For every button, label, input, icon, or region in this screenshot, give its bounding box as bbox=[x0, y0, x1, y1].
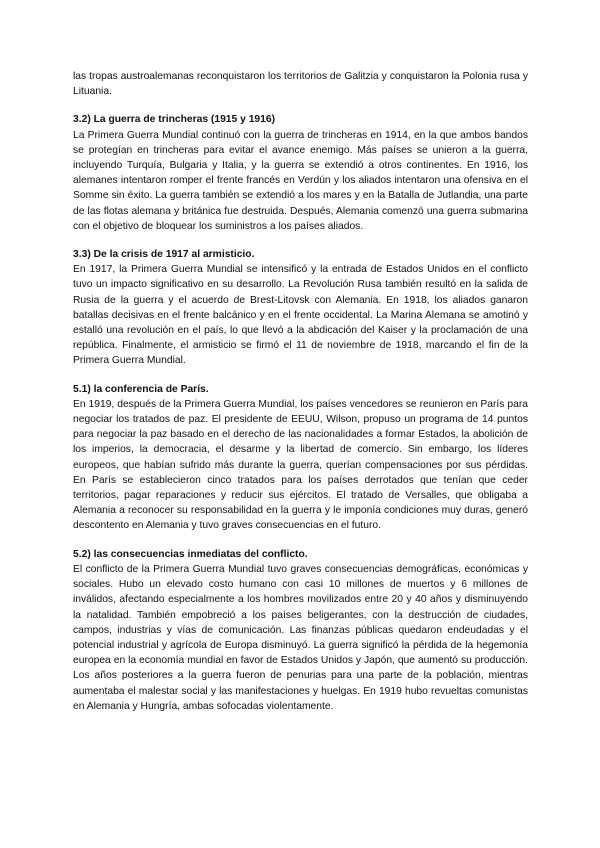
section-heading: 5.1) la conferencia de París. bbox=[73, 383, 209, 395]
intro-paragraph: las tropas austroalemanas reconquistaron los territorios de Galitzia y conquistaron la Polonia rusa y Lituania. bbox=[73, 71, 528, 98]
section-paris-conference bbox=[73, 382, 528, 534]
section-consequences bbox=[73, 547, 528, 714]
section-trench-war bbox=[73, 112, 528, 234]
section-crisis-1917 bbox=[73, 247, 528, 369]
section-heading: 3.3) De la crisis de 1917 al armisticio. bbox=[73, 249, 255, 261]
section-body: En 1919, después de la Primera Guerra Mundial, los países vencedores se reunieron en París para negociar los tratados de paz. El presidente de EEUU, Wilson, propuso un programa de 14 puntos para negociar la paz basado en el derecho de las nacionalidades a formar Estados, la abolición de los imperios, la democracia, el desarme y la libertad de comercio. Sin embargo, los líderes europeos, que habían sufrido más durante la guerra, querían compensaciones por sus pérdidas. En París se establecieron cinco tratados para los países derrotados que tenían que ceder territorios, pagar reparaciones y reducir sus ejércitos. El tratado de Versalles, que obligaba a Alemania a reconocer su responsabilidad en la guerra y le imponía condiciones muy duras, generó descontento en Alemania y tuvo graves consecuencias en el futuro. bbox=[73, 398, 528, 532]
section-heading: 5.2) las consecuencias inmediatas del conflicto. bbox=[73, 548, 308, 560]
section-heading: 3.2) La guerra de trincheras (1915 y 1916) bbox=[73, 114, 276, 126]
section-body: El conflicto de la Primera Guerra Mundial tuvo graves consecuencias demográficas, económicas y sociales. Hubo un elevado costo humano con casi 10 millones de muertos y 6 millones de inválidos, afectando especialmente a los hombres movilizados entre 20 y 40 años y disminuyendo la natalidad. También empobreció a los países beligerantes, con la destrucción de ciudades, campos, industrias y vías de comunicación. Las finanzas públicas quedaron endeudadas y el potencial industrial y agrícola de Europa disminuyó. La guerra significó la pérdida de la hegemonía europea en la economía mundial en favor de Estados Unidos y Japón, que aumentó su producción. Los años posteriores a la guerra fueron de penurias para una parte de la población, mientras aumentaba el malestar social y las manifestaciones y huelgas. En 1919 hubo revueltas comunistas en Alemania y Hungría, ambas sofocadas violentamente. bbox=[73, 563, 528, 712]
section-body: La Primera Guerra Mundial continuó con la guerra de trincheras en 1914, en la que ambos bandos se protegían en trincheras para evitar el avance enemigo. Más países se unieron a la guerra, incluyendo Turquía, Bulgaria y Italia, y la guerra se extendió a otros continentes. En 1916, los alemanes intentaron romper el frente francés en Verdún y los aliados intentaron una ofensiva en el Somme sin éxito. La guerra también se extendió a los mares y en la Batalla de Jutlandia, una parte de las flotas alemana y británica fue destruida. Después, Alemania comenzó una guerra submarina con el objetivo de bloquear los suministros a los países aliados. bbox=[73, 129, 528, 232]
section-body: En 1917, la Primera Guerra Mundial se intensificó y la entrada de Estados Unidos en el conflicto tuvo un impacto significativo en su desarrollo. La Revolución Rusa también resultó en la salida de Rusia de la guerra y el acuerdo de Brest-Litovsk con Alemania. En 1918, los aliados ganaron batallas decisivas en el frente balcánico y en el frente occidental. La Marina Alemana se amotinó y estalló una revolución en el país, lo que llevó a la abdicación del Kaiser y la proclamación de una república. Finalmente, el armisticio se firmó el 11 de noviembre de 1918, marcando el fin de la Primera Guerra Mundial. bbox=[73, 264, 528, 367]
